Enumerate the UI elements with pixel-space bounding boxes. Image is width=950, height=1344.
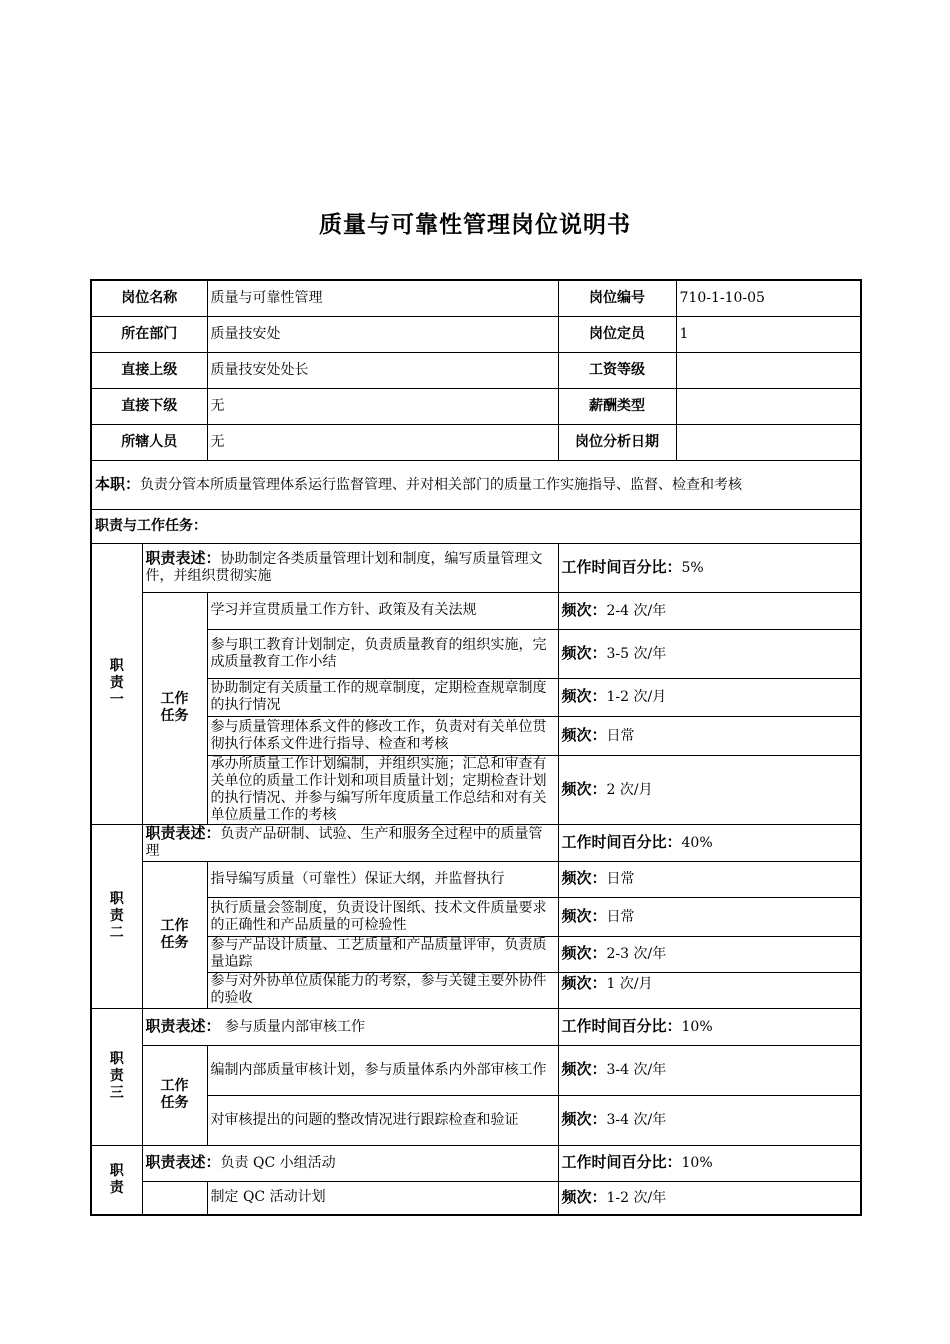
- duty-4-task-label: [142, 1181, 207, 1215]
- task-freq: 频次：1-2 次/月: [558, 678, 861, 716]
- pay-type-value: [676, 388, 861, 424]
- duty-2-task-label: 工作 任务: [142, 861, 207, 1008]
- duty-3-percent: 工作时间百分比：10%: [558, 1008, 861, 1045]
- job-description-table: [90, 279, 862, 1216]
- duty-2-task-3: [91, 936, 861, 972]
- task-text: 对审核提出的问题的整改情况进行跟踪检查和验证: [207, 1095, 558, 1145]
- duty-4-desc: 职责表述：负责 QC 小组活动: [142, 1145, 558, 1181]
- row-duties-heading: [91, 509, 861, 543]
- analysis-date-label: 岗位分析日期: [558, 424, 676, 460]
- dept-value: 质量技安处: [207, 316, 558, 352]
- post-code-value: 710-1-10-05: [676, 280, 861, 316]
- staff-label: 所辖人员: [91, 424, 207, 460]
- task-text: 制定 QC 活动计划: [207, 1181, 558, 1215]
- task-text: 参与职工教育计划制定，负责质量教育的组织实施，完成质量教育工作小结: [207, 629, 558, 678]
- duty-1-desc: 职责表述：协助制定各类质量管理计划和制度，编写质量管理文件，并组织贯彻实施: [142, 543, 558, 592]
- task-freq: 频次：2-3 次/年: [558, 936, 861, 972]
- duty-1-label: 职 责 一: [91, 543, 142, 824]
- duty-1-desc-row: [91, 543, 861, 592]
- duty-1-task-3: [91, 678, 861, 716]
- duty-4-percent: 工作时间百分比：10%: [558, 1145, 861, 1181]
- duty-1-percent: 工作时间百分比：5%: [558, 543, 861, 592]
- duty-1-task-2: [91, 629, 861, 678]
- duty-1-task-label: 工作 任务: [142, 592, 207, 824]
- duty-3-task-2: [91, 1095, 861, 1145]
- post-name-value: 质量与可靠性管理: [207, 280, 558, 316]
- post-code-label: 岗位编号: [558, 280, 676, 316]
- task-freq: 频次：1-2 次/年: [558, 1181, 861, 1215]
- task-freq: 频次：1 次/月: [558, 972, 861, 1008]
- duty-3-label: 职 责 三: [91, 1008, 142, 1145]
- duty-3-desc: 职责表述： 参与质量内部审核工作: [142, 1008, 558, 1045]
- headcount-value: 1: [676, 316, 861, 352]
- task-text: 承办所质量工作计划编制，并组织实施；汇总和审查有关单位的质量工作计划和项目质量计划；定期检查计划的执行情况、并参与编写所年度质量工作总结和对有关单位质量工作的考核: [207, 755, 558, 824]
- task-freq: 频次：2 次/月: [558, 755, 861, 824]
- analysis-date-value: [676, 424, 861, 460]
- task-freq: 频次：日常: [558, 897, 861, 936]
- mission-label: 本职：: [95, 474, 141, 493]
- task-freq: 频次：日常: [558, 861, 861, 897]
- duties-heading: 职责与工作任务：: [91, 509, 861, 543]
- task-text: 参与对外协单位质保能力的考察，参与关键主要外协件的验收: [207, 972, 558, 1008]
- task-freq: 频次：2-4 次/年: [558, 592, 861, 629]
- row-post-name: [91, 280, 861, 316]
- duty-2-task-2: [91, 897, 861, 936]
- task-text: 参与质量管理体系文件的修改工作，负责对有关单位贯彻执行体系文件进行指导、检查和考核: [207, 716, 558, 755]
- grade-value: [676, 352, 861, 388]
- duty-2-desc-row: [91, 824, 861, 861]
- duty-1-task-5: [91, 755, 861, 824]
- duty-4-label: 职 责: [91, 1145, 142, 1215]
- duty-1-task-1: [91, 592, 861, 629]
- dept-label: 所在部门: [91, 316, 207, 352]
- duty-2-label: 职 责 二: [91, 824, 142, 1008]
- duty-4-desc-row: [91, 1145, 861, 1181]
- task-text: 编制内部质量审核计划，参与质量体系内外部审核工作: [207, 1045, 558, 1095]
- grade-label: 工资等级: [558, 352, 676, 388]
- subordinate-label: 直接下级: [91, 388, 207, 424]
- row-mission: [91, 460, 861, 509]
- page-title: 质量与可靠性管理岗位说明书: [319, 212, 631, 238]
- mission-text: 负责分管本所质量管理体系运行监督管理、并对相关部门的质量工作实施指导、监督、检查和考核: [140, 476, 743, 493]
- row-staff: [91, 424, 861, 460]
- duty-1-task-4: [91, 716, 861, 755]
- mission-cell: [91, 460, 861, 509]
- row-dept: [91, 316, 861, 352]
- headcount-label: 岗位定员: [558, 316, 676, 352]
- duty-2-desc: 职责表述：负责产品研制、试验、生产和服务全过程中的质量管理: [142, 824, 558, 861]
- subordinate-value: 无: [207, 388, 558, 424]
- duty-3-task-label: 工作 任务: [142, 1045, 207, 1145]
- duty-4-task-1: [91, 1181, 861, 1215]
- task-text: 学习并宣贯质量工作方针、政策及有关法规: [207, 592, 558, 629]
- duty-3-desc-row: [91, 1008, 861, 1045]
- task-text: 执行质量会签制度，负责设计图纸、技术文件质量要求的正确性和产品质量的可检验性: [207, 897, 558, 936]
- task-freq: 频次：3-4 次/年: [558, 1045, 861, 1095]
- post-name-label: 岗位名称: [91, 280, 207, 316]
- task-freq: 频次：日常: [558, 716, 861, 755]
- duty-2-percent: 工作时间百分比：40%: [558, 824, 861, 861]
- pay-type-label: 薪酬类型: [558, 388, 676, 424]
- task-text: 协助制定有关质量工作的规章制度，定期检查规章制度的执行情况: [207, 678, 558, 716]
- duty-2-task-1: [91, 861, 861, 897]
- duty-2-task-4: [91, 972, 861, 1008]
- superior-value: 质量技安处处长: [207, 352, 558, 388]
- task-freq: 频次：3-4 次/年: [558, 1095, 861, 1145]
- task-freq: 频次：3-5 次/年: [558, 629, 861, 678]
- staff-value: 无: [207, 424, 558, 460]
- row-subordinate: [91, 388, 861, 424]
- task-text: 参与产品设计质量、工艺质量和产品质量评审，负责质量追踪: [207, 936, 558, 972]
- task-text: 指导编写质量（可靠性）保证大纲，并监督执行: [207, 861, 558, 897]
- duty-3-task-1: [91, 1045, 861, 1095]
- row-superior: [91, 352, 861, 388]
- superior-label: 直接上级: [91, 352, 207, 388]
